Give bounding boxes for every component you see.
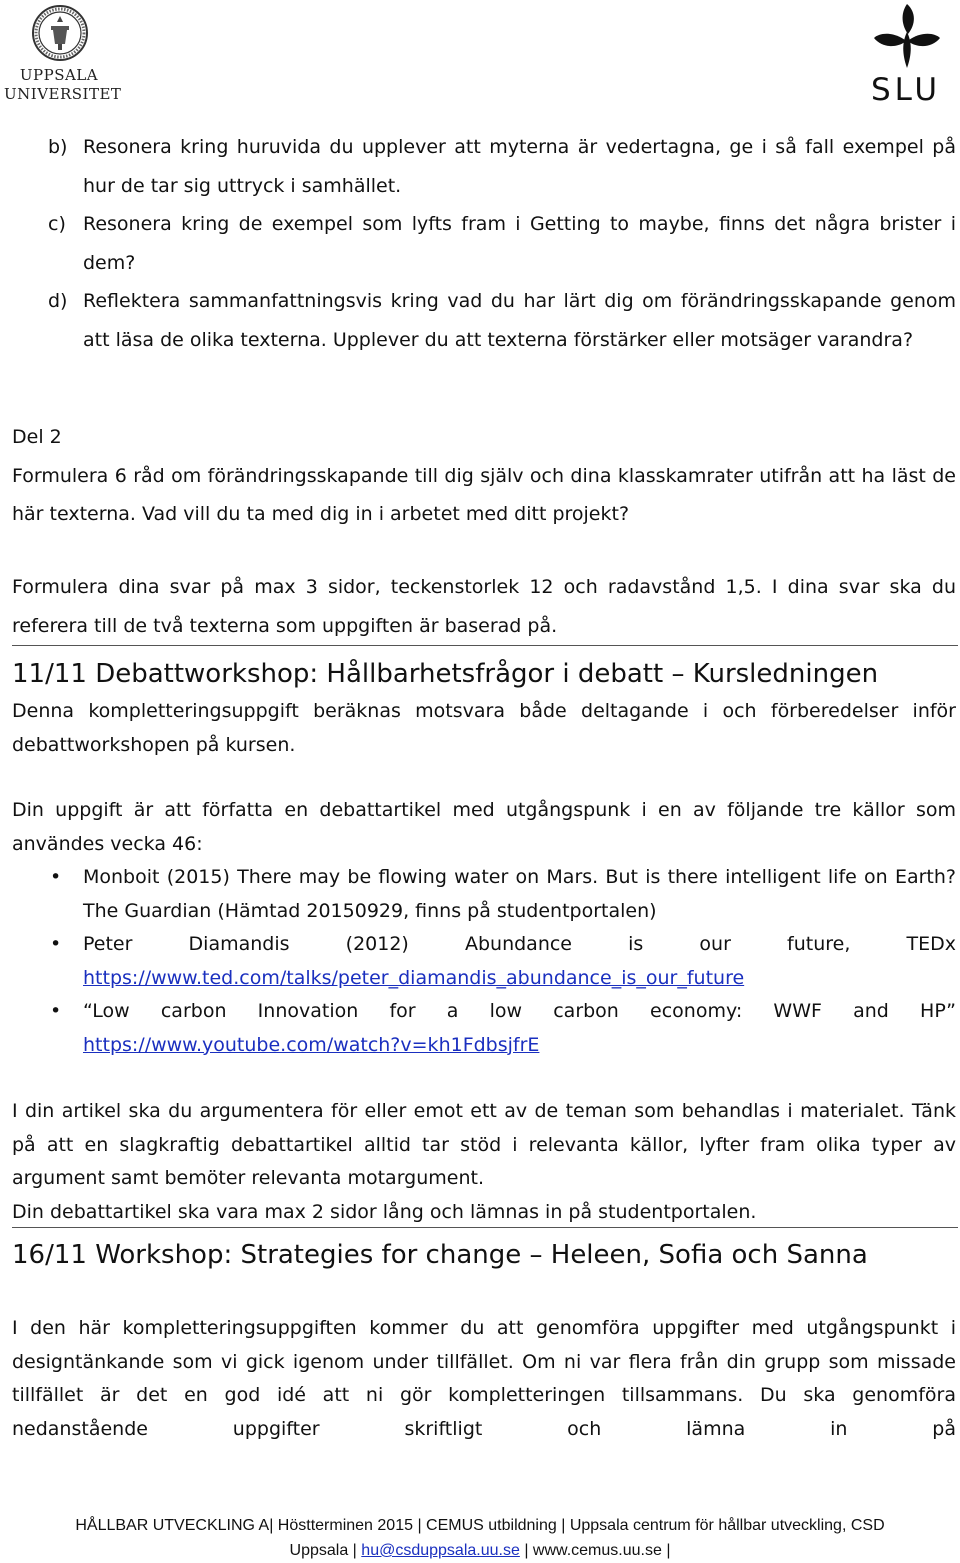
uppsala-universitet-logo (4, 4, 122, 108)
uu-seal-icon (31, 4, 89, 62)
list-item-text: Resonera kring de exempel som lyfts fram i Getting to maybe, finns det några brister i dem? (83, 213, 956, 274)
source-link[interactable]: https://www.ted.com/talks/peter_diamandis_abundance_is_our_future (83, 966, 745, 989)
article-body: I din artikel ska du argumentera för eller emot ett av de teman som behandlas i materialet. Tänk på att en slagkraftig debattartikel alltid tar stöd i relevanta källor, lyfter fram olika typer av argument samt bemöter relevanta motargument. (12, 1100, 956, 1189)
list-marker: b) (48, 136, 68, 158)
source-item (12, 861, 956, 928)
section-heading: 16/11 Workshop: Strategies for change – Heleen, Sofia och Sanna (12, 1240, 868, 1270)
source-text: Monboit (2015) There may be flowing water on Mars. But is there intelligent life on Earth? The Guardian (Hämtad 20150929, finns på studentportalen) (83, 866, 956, 922)
footer-line1: HÅLLBAR UTVECKLING A| Höstterminen 2015 | CEMUS utbildning | Uppsala centrum för hållbar utveckling, CSD (75, 1517, 885, 1534)
list-item-text: Resonera kring huruvida du upplever att myterna är vedertagna, ge i så fall exempel på hur de tar sig uttryck i samhället. (83, 136, 956, 197)
question-list (12, 128, 956, 359)
source-item (12, 928, 956, 995)
footer-prefix: Uppsala | (289, 1542, 357, 1559)
bullet-icon: • (50, 1000, 62, 1022)
footer-line2 (0, 1538, 960, 1563)
list-item-b (12, 128, 956, 205)
article-requirement: Din debattartikel ska vara max 2 sidor lång och lämnas in på studentportalen. (12, 1200, 757, 1223)
section-heading: 11/11 Debattworkshop: Hållbarhetsfrågor i debatt – Kursledningen (12, 659, 879, 689)
slu-text: SLU (870, 72, 942, 108)
slu-leaf-icon (872, 2, 942, 74)
list-marker: c) (48, 213, 66, 235)
task-description (12, 794, 956, 1062)
del2-text: Formulera 6 råd om förändringsskapande till dig själv och dina klasskamrater utifrån att ha läst de här texterna. Vad vill du ta med dig in i arbetet med ditt projekt? (12, 464, 956, 525)
list-item-c (12, 205, 956, 282)
list-item-d (12, 282, 956, 359)
footer-email-link[interactable]: hu@csduppsala.uu.se (361, 1542, 520, 1559)
bullet-icon: • (50, 866, 62, 888)
instructions-section (12, 568, 956, 645)
uu-name (4, 66, 122, 104)
footer-suffix: | www.cemus.uu.se | (524, 1542, 671, 1559)
workshop-body (12, 1312, 956, 1446)
bullet-icon: • (50, 933, 62, 955)
del2-section (12, 418, 956, 534)
section-intro: Denna kompletteringsuppgift beräknas motsvara både deltagande i och förberedelser inför debattworkshopen på kursen. (12, 700, 956, 756)
instructions-text: Formulera dina svar på max 3 sidor, teckenstorlek 12 och radavstånd 1,5. I dina svar ska du referera till de två texterna som uppgiften är baserad på. (12, 576, 956, 637)
page-footer (0, 1513, 960, 1563)
slu-logo (858, 0, 952, 108)
uu-name-line2: UNIVERSITET (4, 85, 122, 103)
debattworkshop-section (12, 657, 956, 762)
source-item (12, 995, 956, 1062)
divider (12, 645, 958, 646)
source-text: “Low carbon Innovation for a low carbon economy: WWF and HP” (83, 1000, 956, 1022)
del2-title: Del 2 (12, 426, 62, 448)
article-instructions (12, 1095, 956, 1229)
list-item-text: Reflektera sammanfattningsvis kring vad du har lärt dig om förändringsskapande genom att läsa de olika texterna. Upplever du att texterna förstärker eller motsäger varandra? (83, 290, 956, 351)
source-text: Peter Diamandis (2012) Abundance is our future, TEDx (83, 933, 956, 955)
task-text: Din uppgift är att författa en debattartikel med utgångspunk i en av följande tre källor som användes vecka 46: (12, 799, 956, 855)
list-marker: d) (48, 290, 68, 312)
uu-name-line1: UPPSALA (19, 66, 99, 84)
workshop-text: I den här kompletteringsuppgiften kommer du att genomföra uppgifter med utgångspunkt i designtänkande som vi gick igenom under tillfället. Om ni var flera från din grupp som missade tillfället är det en god idé att ni gör kompletteringen tillsammans. Du ska genomföra nedanstående uppgifter skriftligt och lämna in på (12, 1317, 956, 1440)
workshop-section (12, 1238, 956, 1272)
divider (12, 1227, 958, 1228)
source-link[interactable]: https://www.youtube.com/watch?v=kh1FdbsjfrE (83, 1033, 540, 1056)
